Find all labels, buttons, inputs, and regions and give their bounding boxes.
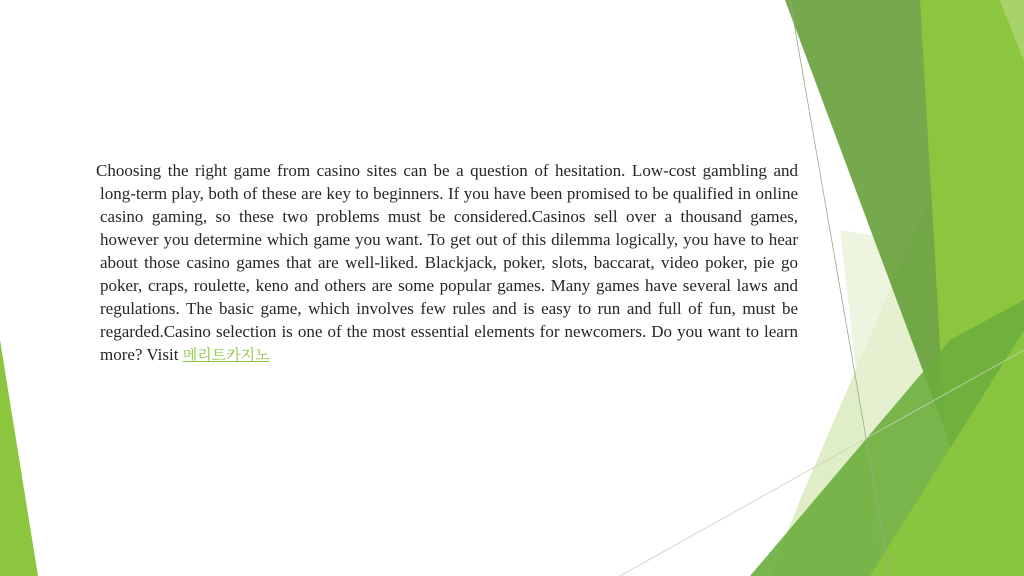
casino-link[interactable]: 메리트카지노 bbox=[182, 346, 270, 364]
paragraph-text: Choosing the right game from casino sites can be a question of hesitation. Low-cost gambling and long-term play, both of these are key to beginners. If you have been promised to be qualified in online casino gaming, so these two problems must be considered.Casinos sell over a thousand games, however you determine which game you want. To get out of this dilemma logically, you have to hear about those casino games that are well-liked. Blackjack, poker, slots, baccarat, video poker, pie go poker, craps, roulette, keno and others are some popular games. Many games have several laws and regulations. The basic game, which involves few rules and is easy to run and full of fun, must be regarded.Casino selection is one of the most essential elements for newcomers. Do you want to learn more? Visit bbox=[96, 161, 798, 364]
left-green-stripe bbox=[0, 340, 38, 576]
body-paragraph bbox=[96, 159, 798, 367]
